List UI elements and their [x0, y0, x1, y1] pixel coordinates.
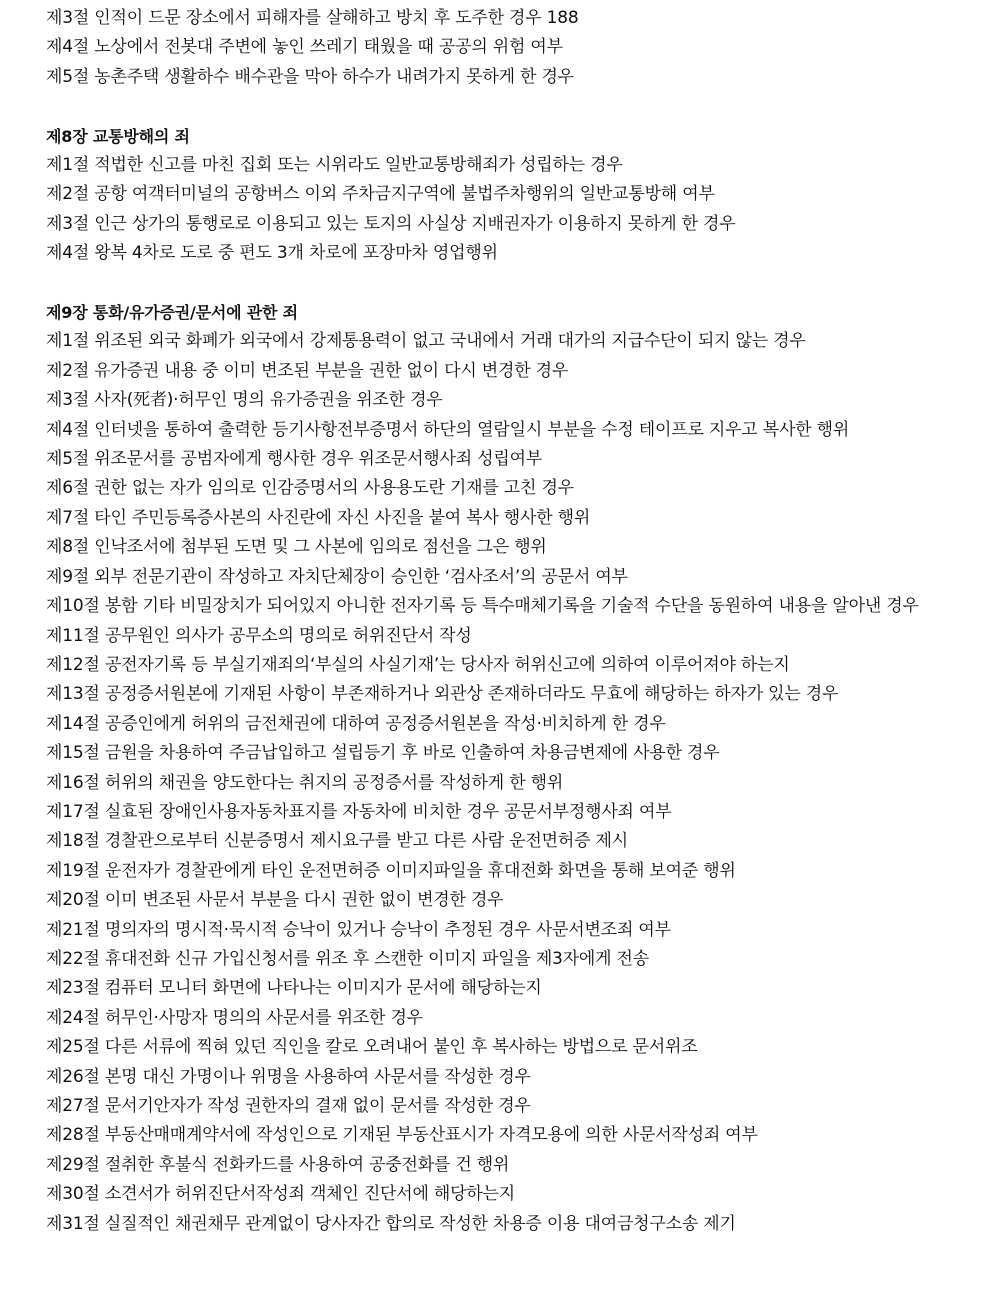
list-item: 제14절 공증인에게 허위의 금전채권에 대하여 공정증서원본을 작성·비치하게 한 경우	[46, 713, 666, 734]
list-item: 제10절 봉함 기타 비밀장치가 되어있지 아니한 전자기록 등 특수매체기록을 기술적 수단을 동원하여 내용을 알아낸 경우	[46, 596, 919, 617]
list-item: 제30절 소견서가 허위진단서작성죄 객체인 진단서에 해당하는지	[46, 1184, 516, 1205]
list-item: 제13절 공정증서원본에 기재된 사항이 부존재하거나 외관상 존재하더라도 무효에 해당하는 하자가 있는 경우	[46, 684, 839, 705]
list-item: 제18절 경찰관으로부터 신분증명서 제시요구를 받고 다른 사람 운전면허증 제시	[46, 831, 628, 852]
list-item: 제20절 이미 변조된 사문서 부분을 다시 권한 없이 변경한 경우	[46, 890, 504, 911]
list-item: 제1절 위조된 외국 화폐가 외국에서 강제통용력이 없고 국내에서 거래 대가의 지급수단이 되지 않는 경우	[46, 331, 806, 352]
section-prev-list	[46, 4, 946, 92]
list-item: 제3절 인적이 드문 장소에서 피해자를 살해하고 방치 후 도주한 경우 188	[46, 8, 579, 28]
list-item: 제19절 운전자가 경찰관에게 타인 운전면허증 이미지파일을 휴대전화 화면을 통해 보여준 행위	[46, 860, 736, 881]
list-item: 제25절 다른 서류에 찍혀 있던 직인을 칼로 오려내어 붙인 후 복사하는 방법으로 문서위조	[46, 1037, 698, 1058]
chapter-9	[46, 298, 946, 1239]
list-item: 제1절 적법한 신고를 마친 집회 또는 시위라도 일반교통방해죄가 성립하는 경우	[46, 155, 623, 176]
list-item: 제23절 컴퓨터 모니터 화면에 나타나는 이미지가 문서에 해당하는지	[46, 978, 542, 999]
list-item: 제7절 타인 주민등록증사본의 사진란에 자신 사진을 붙여 복사 행사한 행위	[46, 507, 591, 528]
list-item: 제26절 본명 대신 가명이나 위명을 사용하여 사문서를 작성한 경우	[46, 1066, 531, 1087]
list-item: 제22절 휴대전화 신규 가입신청서를 위조 후 스캔한 이미지 파일을 제3자에게 전송	[46, 948, 649, 969]
list-item: 제6절 권한 없는 자가 임의로 인감증명서의 사용용도란 기재를 고친 경우	[46, 478, 574, 499]
chapter-title: 제8장 교통방해의 죄	[46, 126, 190, 146]
spacer	[46, 92, 946, 121]
list-item: 제31절 실질적인 채권채무 관계없이 당사자간 합의로 작성한 차용증 이용 대여금청구소송 제기	[46, 1213, 736, 1234]
list-item: 제15절 금원을 차용하여 주금납입하고 설립등기 후 바로 인출하여 차용금변제에 사용한 경우	[46, 743, 720, 764]
list-item: 제24절 허무인·사망자 명의의 사문서를 위조한 경우	[46, 1007, 423, 1028]
list-item: 제4절 인터넷을 통하여 출력한 등기사항전부증명서 하단의 열람일시 부분을 수정 테이프로 지우고 복사한 행위	[46, 419, 850, 440]
list-item: 제21절 명의자의 명시적·묵시적 승낙이 있거나 승낙이 추정된 경우 사문서변조죄 여부	[46, 919, 671, 940]
list-item: 제5절 농촌주택 생활하수 배수관을 막아 하수가 내려가지 못하게 한 경우	[46, 66, 574, 87]
list-item: 제27절 문서기안자가 작성 권한자의 결재 없이 문서를 작성한 경우	[46, 1096, 531, 1116]
list-item: 제12절 공전자기록 등 부실기재죄의‘부실의 사실기재’는 당사자 허위신고에 의하여 이루어져야 하는지	[46, 654, 790, 675]
document-page	[46, 4, 946, 1239]
list-item: 제4절 노상에서 전봇대 주변에 놓인 쓰레기 태웠을 때 공공의 위험 여부	[46, 37, 563, 58]
list-item: 제29절 절취한 후불식 전화카드를 사용하여 공중전화를 건 행위	[46, 1154, 510, 1175]
list-item: 제8절 인낙조서에 첨부된 도면 및 그 사본에 임의로 점선을 그은 행위	[46, 537, 547, 558]
list-item: 제5절 위조문서를 공범자에게 행사한 경우 위조문서행사죄 성립여부	[46, 449, 543, 470]
list-item: 제2절 유가증권 내용 중 이미 변조된 부분을 권한 없이 다시 변경한 경우	[46, 360, 569, 381]
spacer	[46, 269, 946, 298]
list-item: 제2절 공항 여객터미널의 공항버스 이외 주차금지구역에 불법주차행위의 일반교통방해 여부	[46, 184, 715, 205]
chapter-8	[46, 122, 946, 269]
list-item: 제17절 실효된 장애인사용자동차표지를 자동차에 비치한 경우 공문서부정행사죄 여부	[46, 801, 672, 822]
list-item: 제28절 부동산매매계약서에 작성인으로 기재된 부동산표시가 자격모용에 의한 사문서작성죄 여부	[46, 1125, 758, 1146]
list-item: 제3절 인근 상가의 통행로로 이용되고 있는 토지의 사실상 지배권자가 이용하지 못하게 한 경우	[46, 213, 736, 234]
list-item: 제16절 허위의 채권을 양도한다는 취지의 공정증서를 작성하게 한 행위	[46, 772, 564, 793]
list-item: 제3절 사자(死者)·허무인 명의 유가증권을 위조한 경우	[46, 390, 443, 411]
list-item: 제4절 왕복 4차로 도로 중 편도 3개 차로에 포장마차 영업행위	[46, 243, 498, 264]
chapter-title: 제9장 통화/유가증권/문서에 관한 죄	[46, 303, 298, 323]
list-item: 제11절 공무원인 의사가 공무소의 명의로 허위진단서 작성	[46, 625, 472, 646]
list-item: 제9절 외부 전문기관이 작성하고 자치단체장이 승인한 ‘검사조서’의 공문서 여부	[46, 566, 628, 587]
